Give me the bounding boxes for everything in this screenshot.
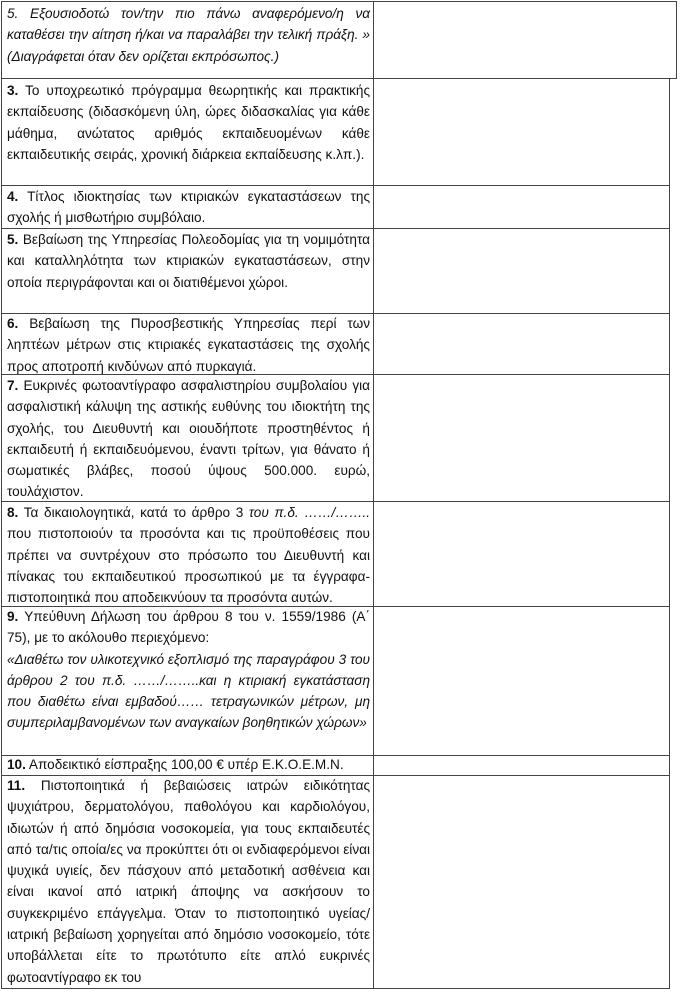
item-number: 5.	[7, 232, 19, 247]
item-number: 3.	[7, 83, 19, 98]
table-cell-right	[373, 374, 670, 502]
table-cell-right	[373, 78, 670, 186]
item-number: 9.	[7, 609, 19, 624]
item-number: 10.	[7, 757, 26, 772]
table-row-text: 9. Υπεύθυνη Δήλωση του άρθρου 8 του ν. 1559/1986 (Α΄ 75), με το ακόλουθο περιεχόμενο: «Διαθέτω τον υλικοτεχνικό εξοπλισμό της παραγράφου 3 του άρθρου 2 του π.δ. ……/……..και η κτιριακή εγκατάσταση που διαθέτω είναι εμβαδού…… τετραγωνικών μέτρων, μη συμπεριλαμβανομένων των αναγκαίων βοηθητικών χώρων»	[7, 609, 370, 731]
table-row-text: 5. Εξουσιοδοτώ τον/την πιο πάνω αναφερόμενο/η να καταθέσει την αίτηση ή/και να παραλάβει την τελική πράξη. » (Διαγράφεται όταν δεν ορίζεται εκπρόσωπος.)	[7, 6, 370, 64]
declaration-quote: «Διαθέτω τον υλικοτεχνικό εξοπλισμό της παραγράφου 3 του άρθρου 2 του π.δ. ……/……..και η κτιριακή εγκατάσταση που διαθέτω είναι εμβαδού…… τετραγωνικών μέτρων, μη συμπεριλαμβανομένων των αναγκαίων βοηθητικών χώρων»	[7, 651, 370, 731]
table-cell-right	[373, 1, 677, 79]
item-number: 7.	[7, 378, 19, 393]
item-number: 6.	[7, 316, 19, 331]
item-number: 4.	[7, 189, 19, 204]
table-cell-right	[373, 185, 670, 229]
table-row-text: 7. Ευκρινές φωτοαντίγραφο ασφαλιστηρίου συμβολαίου για ασφαλιστική κάλυψη της αστικής ευθύνης του ιδιοκτήτη της σχολής, του Διευθυντή και οιουδήποτε προστηθέντος ή εκπαιδευτή ή εκπαιδευόμενου, έναντι τρίτων, για θάνατο ή σωματικές βλάβες, ποσού ύψους 500.000. ευρώ, τουλάχιστον.	[7, 378, 370, 500]
table-cell-right	[373, 606, 670, 756]
table-row-text: 4. Τίτλος ιδιοκτησίας των κτιριακών εγκαταστάσεων της σχολής ή μισθωτήριο συμβόλαιο.	[7, 189, 370, 226]
table-row-text: 8. Τα δικαιολογητικά, κατά το άρθρο 3 του π.δ. ……/…….. που πιστοποιούν τα προσόντα και τις προϋποθέσεις που πρέπει να συντρέχουν στο πρόσωπο του Διευθυντή και πίνακας του εκπαιδευτικού προσωπικού με τα έγγραφα-πιστοποιητικά που αποδεικνύουν τα προσόντα αυτών.	[7, 505, 370, 606]
table-row-text: 10. Αποδεικτικό είσπραξης 100,00 € υπέρ Ε.Κ.Ο.Ε.Μ.Ν.	[7, 757, 344, 772]
table-row-text: 3. Το υποχρεωτικό πρόγραμμα θεωρητικής και πρακτικής εκπαίδευσης (διδασκόμενη ύλη, ώρες διδασκαλίας για κάθε μάθημα, ανώτατος αριθμός εκπαιδευομένων κάθε εκπαιδευτικής σειράς, χρονική διάρκεια εκπαίδευσης κ.λπ.).	[7, 83, 370, 162]
table-cell-right	[373, 313, 670, 375]
table-row-text: 11. Πιστοποιητικά ή βεβαιώσεις ιατρών ειδικότητας ψυχιάτρου, δερματολόγου, παθολόγου και καρδιολόγου, ιδιωτών ή από δημόσια νοσοκομεία, για τους εκπαιδευτές από τα/τις οποία/ες να προκύπτει ότι οι ενδιαφερόμενοι είναι ψυχικά υγιείς, δεν πάσχουν από μεταδοτική ασθένεια και είναι ικανοί από ιατρική άποψης να ασκήσουν το συγκεκριμένο επάγγελμα. Όταν το πιστοποιητικό υγείας/ ιατρική βεβαίωση χορηγείται από δημόσιο νοσοκομείο, τότε υποβάλλεται είτε το πρωτότυπο είτε απλό ευκρινές φωτοαντίγραφο εκ του	[7, 778, 370, 985]
table-cell-right	[373, 501, 670, 607]
item-number: 8.	[7, 505, 19, 520]
table-cell-right	[373, 755, 670, 776]
table-cell-right	[373, 775, 670, 989]
item-number: 11.	[7, 778, 26, 793]
table-cell-right	[373, 228, 670, 314]
table-row-text: 5. Βεβαίωση της Υπηρεσίας Πολεοδομίας για τη νομιμότητα και καταλληλότητα των κτιριακών εγκαταστάσεων, στην οποία περιγράφονται και οι διατιθέμενοι χώροι.	[7, 232, 370, 290]
table-row-text: 6. Βεβαίωση της Πυροσβεστικής Υπηρεσίας περί των ληπτέων μέτρων στις κτιριακές εγκαταστάσεις της σχολής προς αποτροπή κινδύνων από πυρκαγιά.	[7, 316, 370, 374]
